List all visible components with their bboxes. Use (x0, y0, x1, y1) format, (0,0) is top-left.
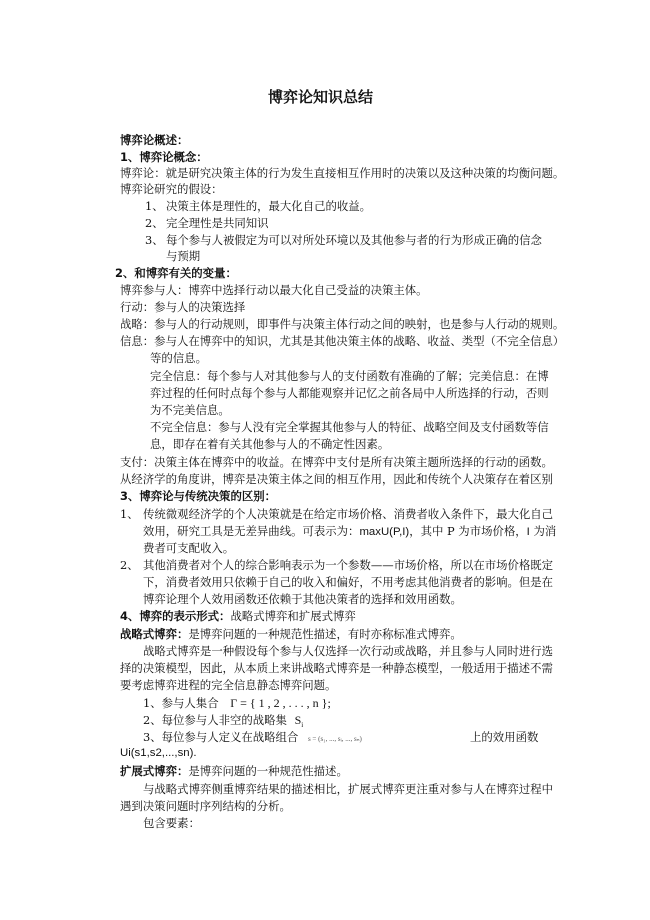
extensive-form-para-2: 遇到决策问题时序列结构的分析。 (120, 799, 291, 813)
extensive-form-term: 扩展式博弈： (120, 764, 189, 778)
diff-1-line-1: 传统微观经济学的个人决策就是在给定市场价格、消费者收入条件下，最大化自己 (143, 507, 554, 521)
element-3-text: 3、每位参与人定义在战略组合 (143, 730, 299, 744)
normal-form-def: 是博弈问题的一种规范性描述，有时亦称标准式博弈。 (188, 627, 462, 641)
diff-1-num: 1、 (120, 507, 139, 521)
assumption-2-text: 完全理性是共同知识 (166, 216, 269, 230)
strategy-def: 战略：参与人的行动规则，即事件与决策主体行动之间的映射，也是参与人行动的规则。 (120, 317, 565, 331)
player-set-formula: Γ = { 1 , 2 , . . . , n }; (230, 696, 331, 710)
diff-2-line-1: 其他消费者对个人的综合影响表示为一个参数——市场价格，所以在市场价格既定 (143, 558, 554, 572)
normal-form-para-2: 择的决策模型，因此，从本质上来讲战略式博弈是一种静态模型，一般适用于描述不需 (120, 661, 553, 675)
diff-1-text-c: 为消 (529, 524, 557, 538)
diff-2-num: 2、 (120, 558, 139, 572)
definition-term: 博弈论 (120, 166, 155, 180)
income-symbol: I (526, 526, 530, 538)
extensive-form-def-line (120, 764, 348, 779)
diff-1-text-a: 效用，研究工具是无差异曲线。可表示为： (143, 524, 360, 538)
incomplete-info-1: 不完全信息：参与人没有完全掌握其他参与人的特征、战略空间及支付函数等信 (150, 420, 549, 434)
assumption-intro: 博弈论研究的假设： (120, 182, 223, 196)
overview-heading: 博弈论概述： (120, 133, 189, 147)
section-4-heading-line (120, 609, 356, 624)
assumption-3-text: 每个参与人被假定为可以对所处环境以及其他参与者的行为形成正确的信念 (166, 233, 542, 247)
normal-form-def-line (120, 627, 462, 642)
definition-line (120, 166, 564, 181)
element-2-text: 2、每位参与人非空的战略集 (143, 713, 287, 727)
strategy-set-subscript: i (301, 721, 304, 729)
player-def: 博弈参与人：博弈中选择行动以最大化自己受益的决策主体。 (120, 283, 428, 297)
complete-info-3: 为不完美信息。 (150, 403, 230, 417)
utility-function: Ui(s1,s2,...,sn). (120, 747, 197, 759)
extensive-form-def: 是博弈问题的一种规范性描述。 (188, 764, 348, 778)
section-1-heading: 1、博弈论概念： (120, 150, 208, 164)
diff-1-line-3: 费者可支配收入。 (143, 541, 235, 555)
strategy-profile-formula: s = (s₁, ..., sᵢ, ..., sₙ) (307, 735, 362, 743)
extensive-form-para-1: 与战略式博弈侧重博弈结果的描述相比，扩展式博弈更注重对参与人在博弈过程中 (143, 782, 554, 796)
max-utility-formula: maxU(P,I) (359, 526, 410, 538)
incomplete-info-2: 息，即存在着有关其他参与人的不确定性因素。 (150, 437, 390, 451)
info-def-1: 信息：参与人在博弈中的知识，尤其是其他决策主体的战略、收益、类型（不完全信息） (120, 334, 565, 348)
section-4-heading: 4、博弈的表示形式： (120, 609, 231, 623)
diff-2-line-3: 博弈论理个人效用函数还依赖于其他决策者的选择和效用函数。 (143, 592, 462, 606)
assumption-3-num: 3、 (145, 233, 164, 247)
assumption-2-num: 2、 (145, 216, 164, 230)
complete-info-2: 弈过程的任何时点每个参与人都能观察并记忆之前各局中人所选择的行动，否则 (150, 386, 549, 400)
assumption-1-text: 决策主体是理性的，最大化自己的收益。 (166, 199, 372, 213)
normal-form-term: 战略式博弈： (120, 627, 189, 641)
element-3-line (143, 730, 362, 747)
assumption-3-cont: 与预期 (166, 249, 201, 263)
element-1-text: 1、参与人集合 (143, 696, 219, 710)
diff-1-text-b: ，其中 P 为市场价格， (409, 524, 527, 538)
normal-form-para-3: 要考虑博弈进程的完全信息静态博弈问题。 (120, 678, 337, 692)
definition-text: ：就是研究决策主体的行为发生直接相互作用时的决策以及这种决策的均衡问题。 (154, 166, 565, 180)
element-3-tail: 上的效用函数 (470, 730, 539, 744)
element-1-line (143, 696, 331, 711)
payoff-def-2: 从经济学的角度讲，博弈是决策主体之间的相互作用，因此和传统个人决策存在着区别 (120, 472, 553, 486)
element-2-line (143, 713, 303, 730)
strategy-set-symbol: S (294, 713, 302, 727)
section-4-heading-tail: 战略式博弈和扩展式博弈 (230, 609, 356, 623)
normal-form-para-1: 战略式博弈是一种假设每个参与人仅选择一次行动或战略，并且参与人同时进行选 (143, 644, 554, 658)
diff-1-line-2 (143, 524, 556, 540)
section-3-heading: 3、博弈论与传统决策的区别： (120, 489, 277, 503)
info-def-2: 等的信息。 (150, 351, 207, 365)
contains-elements-label: 包含要素： (143, 816, 200, 830)
assumption-1-num: 1、 (145, 199, 164, 213)
diff-2-line-2: 下，消费者效用只依赖于自己的收入和偏好，不用考虑其他消费者的影响。但是在 (143, 575, 554, 589)
section-2-heading: 2、和博弈有关的变量： (115, 266, 237, 280)
payoff-def-1: 支付：决策主体在博弈中的收益。在博弈中支付是所有决策主题所选择的行动的函数。 (120, 455, 553, 469)
page-title: 博弈论知识总结 (268, 88, 374, 106)
action-def: 行动：参与人的决策选择 (120, 300, 246, 314)
complete-info-1: 完全信息：每个参与人对其他参与人的支付函数有准确的了解；完美信息：在博 (150, 369, 549, 383)
